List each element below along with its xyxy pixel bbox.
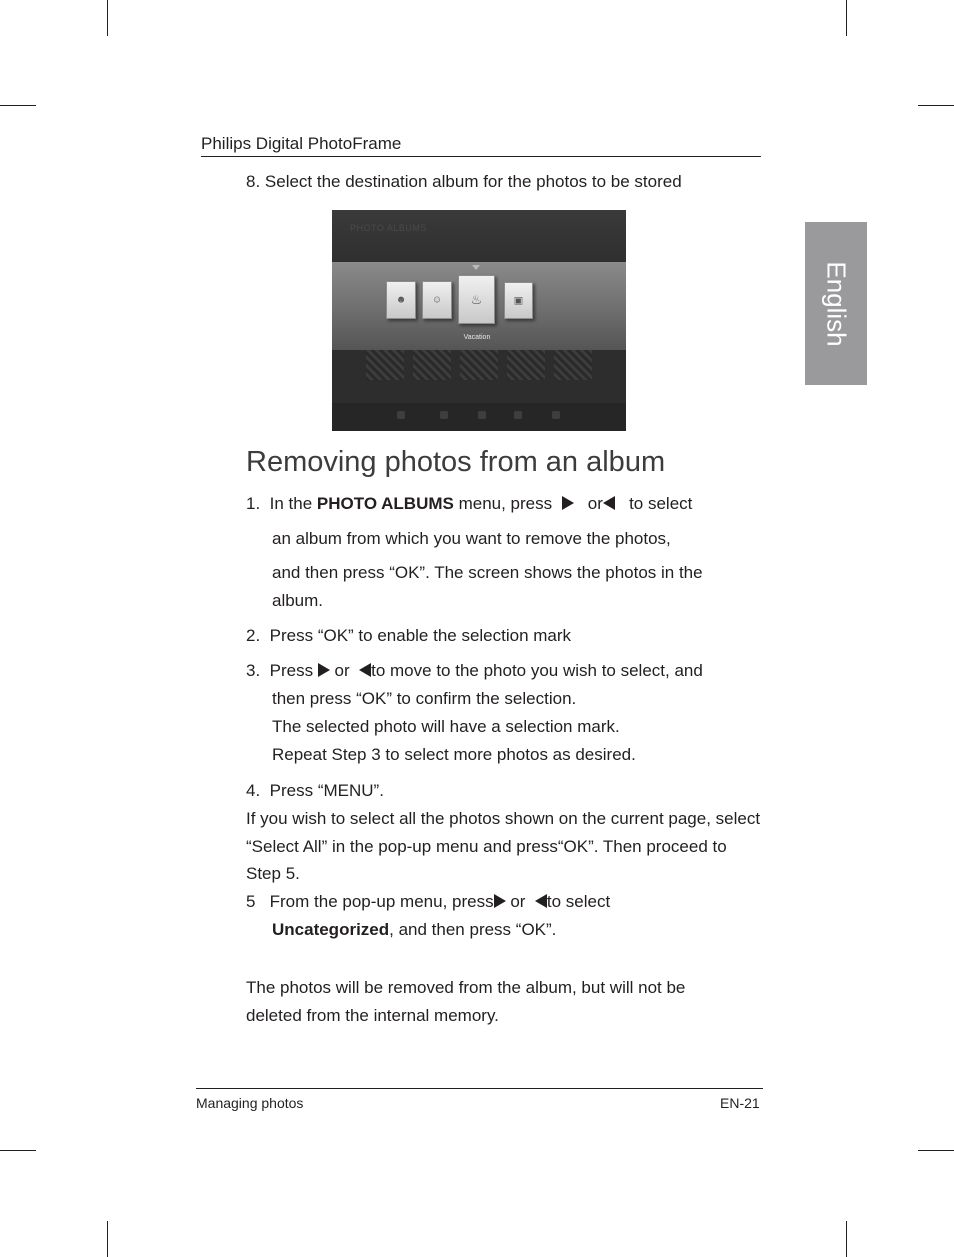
step-text: or <box>583 494 603 513</box>
note-line-1: If you wish to select all the photos shown on the current page, select <box>246 809 761 828</box>
smiley-icon: ☺ <box>431 294 443 306</box>
toolbar-icon <box>514 411 522 419</box>
note-line-3: Step 5. <box>246 864 300 883</box>
vacation-chair-icon: ♨ <box>470 291 483 307</box>
step-text: Press <box>269 661 318 680</box>
language-tab <box>805 222 867 385</box>
selection-arrow-icon <box>472 265 480 270</box>
step-3-line-3: The selected photo will have a selection mark. <box>272 717 620 736</box>
album-smiley <box>422 281 452 319</box>
step-text: to move to the photo you wish to select, and <box>371 661 703 680</box>
header-rule <box>201 156 761 157</box>
album-caption: Vacation <box>463 334 491 341</box>
step-1-line-4: album. <box>272 591 324 610</box>
step-text: Press “MENU”. <box>269 781 384 800</box>
footer-section-name: Managing photos <box>196 1095 304 1111</box>
step-8-text: 8. Select the destination album for the photos to be stored <box>246 172 682 191</box>
step-text: to select <box>624 494 693 513</box>
section-heading: Removing photos from an album <box>246 446 666 478</box>
photo-thumbnail <box>460 350 498 380</box>
step-number: 4. <box>246 781 261 800</box>
left-arrow-icon <box>359 663 371 677</box>
photo-thumbnail <box>507 350 545 380</box>
page-number: EN-21 <box>720 1095 760 1111</box>
crop-mark <box>107 0 108 36</box>
step-text: or <box>505 892 531 911</box>
step-number: 3. <box>246 661 261 680</box>
step-text: In the <box>269 494 317 513</box>
menu-name: PHOTO ALBUMS <box>316 494 454 513</box>
photo-thumbnails <box>366 350 592 382</box>
step-3-line-4: Repeat Step 3 to select more photos as desired. <box>272 745 636 764</box>
step-text: From the pop-up menu, press <box>269 892 494 911</box>
screenshot-title: PHOTO ALBUMS <box>350 223 427 233</box>
closing-line-2: deleted from the internal memory. <box>246 1006 499 1025</box>
image-icon: ▣ <box>513 295 524 306</box>
toolbar-icon <box>397 411 405 419</box>
right-arrow-icon <box>494 894 506 908</box>
step-5 <box>246 892 610 912</box>
photo-thumbnail <box>413 350 451 380</box>
step-text: menu, press <box>453 494 557 513</box>
step-text: Press “OK” to enable the selection mark <box>269 626 572 645</box>
left-arrow-icon <box>603 496 615 510</box>
photo-thumbnail <box>366 350 404 380</box>
closing-line-1: The photos will be removed from the album, but will not be <box>246 978 686 997</box>
step-number: 2. <box>246 626 261 645</box>
crop-mark <box>0 1150 36 1151</box>
toolbar-icon <box>478 411 486 419</box>
people-icon: ☻ <box>395 294 407 306</box>
toolbar-icon <box>552 411 560 419</box>
step-text: or <box>329 661 355 680</box>
note-line-2: “Select All” in the pop-up menu and press“OK”. Then proceed to <box>246 837 727 856</box>
footer-rule <box>196 1088 763 1089</box>
left-arrow-icon <box>535 894 547 908</box>
step-2 <box>246 626 571 646</box>
step-5-line-2 <box>272 920 556 940</box>
album-people <box>386 281 416 319</box>
device-screenshot <box>332 210 626 431</box>
step-text: to select <box>546 892 611 911</box>
step-number: 1. <box>246 494 261 513</box>
running-header: Philips Digital PhotoFrame <box>201 134 402 153</box>
album-image <box>504 282 533 319</box>
step-4 <box>246 781 384 801</box>
screenshot-title-bar <box>332 210 626 262</box>
option-name: Uncategorized <box>272 920 390 939</box>
step-text: , and then press “OK”. <box>389 920 557 939</box>
toolbar-icon <box>440 411 448 419</box>
step-1 <box>246 494 692 514</box>
screenshot-toolbar <box>332 403 626 431</box>
crop-mark <box>846 0 847 36</box>
crop-mark <box>918 1150 954 1151</box>
right-arrow-icon <box>562 496 574 510</box>
step-number: 5 <box>246 892 256 911</box>
step-1-line-3: and then press “OK”. The screen shows the photos in the <box>272 563 703 582</box>
language-tab-label: English <box>821 260 852 347</box>
album-vacation-selected <box>458 275 495 324</box>
photo-thumbnail <box>554 350 592 380</box>
step-1-line-2: an album from which you want to remove the photos, <box>272 529 671 548</box>
crop-mark <box>846 1221 847 1257</box>
crop-mark <box>0 105 36 106</box>
step-3 <box>246 661 703 681</box>
step-3-line-2: then press “OK” to confirm the selection. <box>272 689 577 708</box>
crop-mark <box>918 105 954 106</box>
crop-mark <box>107 1221 108 1257</box>
right-arrow-icon <box>318 663 330 677</box>
